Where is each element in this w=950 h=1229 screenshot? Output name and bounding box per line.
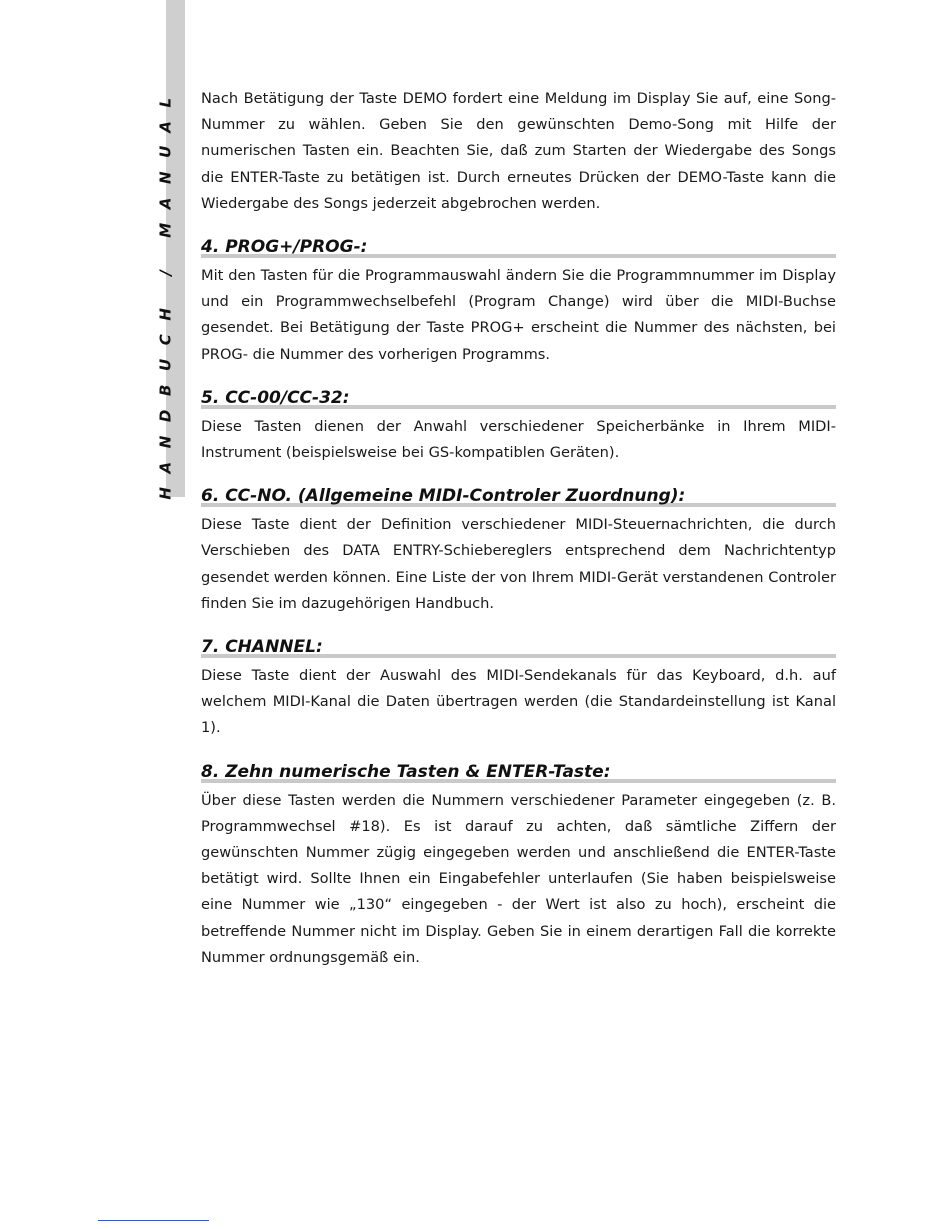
section-cc-no — [201, 484, 836, 617]
intro-paragraph: Nach Betätigung der Taste DEMO fordert eine Meldung im Display Sie auf, eine Song-Nummer zu wählen. Geben Sie den gewünschten Demo-Song mit Hilfe der numerischen Tasten ein. Beachten Sie, daß zum Starten der Wiedergabe des Songs die ENTER-Taste zu betätigen ist. Durch erneutes Drücken der DEMO-Taste kann die Wiedergabe des Songs jederzeit abgebrochen werden. — [201, 90, 836, 212]
section-heading: 8. Zehn numerische Tasten & ENTER-Taste: — [201, 761, 611, 782]
footer-rule — [98, 1220, 209, 1221]
section-heading: 5. CC-00/CC-32: — [201, 387, 350, 408]
section-header — [201, 386, 836, 412]
section-body: Mit den Tasten für die Programmauswahl ändern Sie die Programmnummer im Display und ein Programmwechselbefehl (Program Change) wird über die MIDI-Buchse gesendet. Bei Betätigung der Taste PROG+ erscheint die Nummer des nächsten, bei PROG- die Nummer des vorherigen Programms. — [201, 267, 836, 363]
section-body: Diese Tasten dienen der Anwahl verschiedener Speicherbänke in Ihrem MIDI-Instrument (beispielsweise bei GS-kompatiblen Geräten). — [201, 417, 836, 462]
section-prog — [201, 235, 836, 368]
section-cc — [201, 386, 836, 466]
section-body: Diese Taste dient der Definition verschiedener MIDI-Steuernachrichten, die durch Verschieben des DATA ENTRY-Schiebereglers entsprechend dem Nachrichtentyp gesendet werden können. Eine Liste der von Ihrem MIDI-Gerät verstandenen Controler finden Sie im dazugehörigen Handbuch. — [201, 516, 836, 612]
section-body: Über diese Tasten werden die Nummern verschiedener Parameter eingegeben (z. B. Programmwechsel #18). Es ist darauf zu achten, daß sämtliche Ziffern der gewünschten Nummer zügig eingegeben werden und anschließend die ENTER-Taste betätigt wird. Sollte Ihnen ein Eingabefehler unterlaufen (Sie haben beispielsweise eine Nummer wie „130“ eingegeben - der Wert ist also zu hoch), erscheint die betreffende Nummer nicht im Display. Geben Sie in einem derartigen Fall die korrekte Nummer ordnungsgemäß ein. — [201, 791, 836, 966]
side-title-text: HANDBUCH / MANUAL — [157, 84, 176, 500]
side-title — [145, 84, 187, 500]
section-body: Diese Taste dient der Auswahl des MIDI-Sendekanals für das Keyboard, d.h. auf welchem MIDI-Kanal die Daten übertragen werden (die Standardeinstellung ist Kanal 1). — [201, 667, 836, 737]
section-heading: 4. PROG+/PROG-: — [201, 237, 368, 258]
page-content — [201, 86, 836, 971]
section-heading: 6. CC-NO. (Allgemeine MIDI-Controler Zuordnung): — [201, 486, 686, 507]
section-numeric-keys — [201, 760, 836, 971]
section-header — [201, 235, 836, 261]
section-header — [201, 760, 836, 786]
section-heading: 7. CHANNEL: — [201, 637, 323, 658]
section-header — [201, 484, 836, 510]
section-channel — [201, 635, 836, 742]
section-header — [201, 635, 836, 661]
